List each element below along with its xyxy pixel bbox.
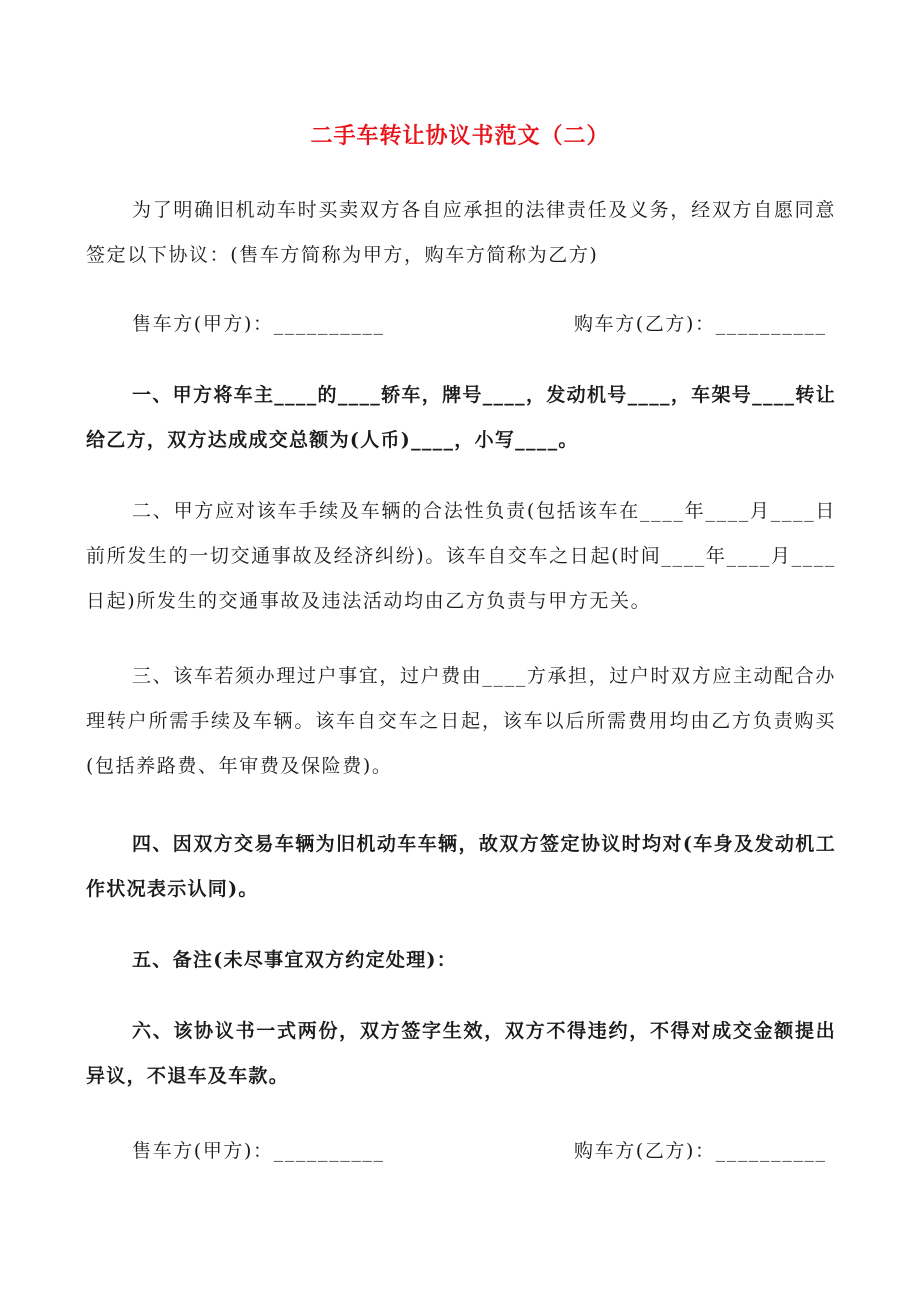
clause-2: 二、甲方应对该车手续及车辆的合法性负责(包括该车在____年____月____日前所发生的一切交通事故及经济纠纷)。该车自交车之日起(时间____年____月____日起)所发生的交通事故及违法活动均由乙方负责与甲方无关。 [86, 500, 836, 612]
clause-5: 五、备注(未尽事宜双方约定处理)： [132, 949, 458, 971]
document-title: 二手车转让协议书范文（二） [310, 123, 610, 149]
signature-row-bottom [86, 1131, 836, 1171]
seller-signature-line: 售车方(甲方)：__________ [132, 1140, 385, 1162]
buyer-signature-line: 购车方(乙方)：__________ [574, 1140, 827, 1162]
signature-row-top [86, 304, 836, 344]
intro-paragraph: 为了明确旧机动车时买卖双方各自应承担的法律责任及义务，经双方自愿同意签定以下协议：(售车方简称为甲方，购车方简称为乙方) [86, 199, 836, 266]
buyer-signature-line: 购车方(乙方)：__________ [574, 313, 827, 335]
clause-1: 一、甲方将车主____的____轿车，牌号____，发动机号____，车架号____转让给乙方，双方达成成交总额为(人币)____，小写____。 [86, 384, 836, 451]
clause-6: 六、该协议书一式两份，双方签字生效，双方不得违约，不得对成交金额提出异议，不退车及车款。 [86, 1020, 836, 1087]
clause-3: 三、该车若须办理过户事宜，过户费由____方承担，过户时双方应主动配合办理转户所需手续及车辆。该车自交车之日起，该车以后所需费用均由乙方负责购买(包括养路费、年审费及保险费)。 [86, 665, 836, 777]
clause-4: 四、因双方交易车辆为旧机动车车辆，故双方签定协议时均对(车身及发动机工作状况表示认同)。 [86, 833, 836, 900]
seller-signature-line: 售车方(甲方)：__________ [132, 313, 385, 335]
